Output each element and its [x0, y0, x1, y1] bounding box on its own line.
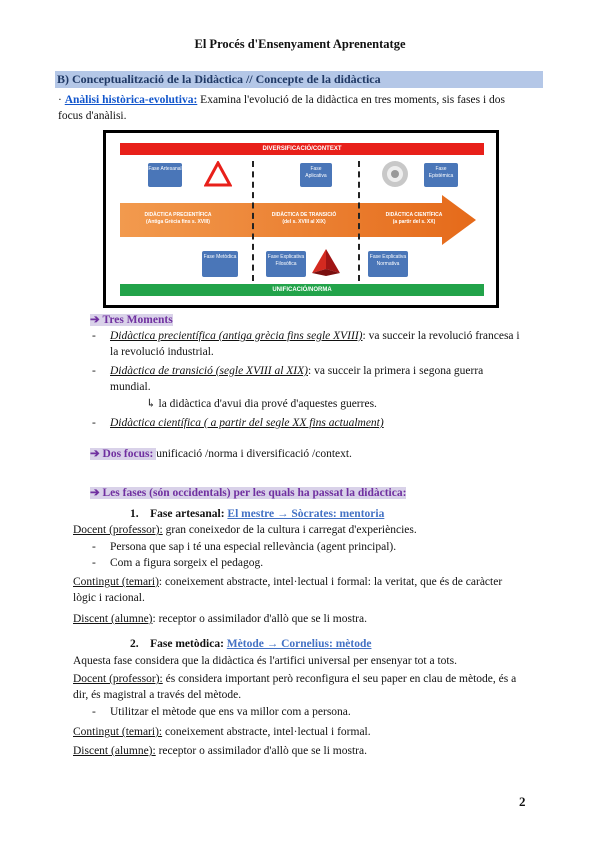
fase2-intro: Aquesta fase considera que la didàctica és l'artifici universal per ensenyar tot a tots.	[73, 655, 457, 667]
divider-line	[358, 161, 360, 281]
pyramid-icon	[310, 247, 342, 277]
era-transicio: DIDÀCTICA DE TRANSICIÓ (del s. XVIII al XIX)	[271, 212, 337, 225]
didactics-evolution-diagram	[103, 130, 499, 308]
phase-metodica-box: Fase Metòdica	[202, 251, 238, 277]
intro-link[interactable]: Anàlisi històrica-evolutiva:	[64, 94, 198, 106]
tres-moments-heading: ➔ Tres Moments	[90, 314, 173, 326]
dos-focus: ➔ Dos focus: unificació /norma i diversificació /context.	[90, 448, 352, 460]
document-page: El Procés d'Ensenyament Aprenentatge B) Conceptualització de la Didàctica // Concepte de la didàctica · Anàlisi històrica-evolutiva: Examina l'evolució de la didàctica en tres moments, sis fases i dos focus d'anàlisi. DIVERSIFICACIÓ/CONTEXT Fase Artesanal Fase Aplicativa Fase Epistèmica DIDÀCTICA PRECIENTÍFICA (Antiga Grècia fins s. XVIII) DIDÀCTICA DE TRANSICIÓ (del s. XVIII al XIX) DIDÀCTICA CIENTÍFICA (a partir del s. XX) Fase Metòdica Fase Explicativa Filosòfica Fase Explicativa Normativa UNIFICACIÓ/NORMA ➔ Tres Moments - Didàctica precientífica (antiga grècia fins segle XVIII): va succeir la revolució francesa i la revolució industrial. - Didàctica de transició (segle XVIII al XIX): va succeir la primera i segona guerra mundial. ↳ la didàctica d'avui dia prové d'aquestes guerres. - Didàctica científica ( a partir del segle XX fins actualment) ➔ Dos focus: unificació /norma i diversificació /context. ➔ Les fases (són occidentals) per les quals ha passat la didàctica: 1. Fase artesanal: El mestre → Sòcrates: mentoria Docent (professor): gran coneixedor de la cultura i carregat d'experiències. - Persona que sap i té una especial rellevància (agent principal). - Com a figura sorgeix el pedagog. Contingut (temari): coneixement abstracte, intel·lectual i formal: la veritat, que és de caràcter lògic i racional. Discent (alumne): receptor o assimilador d'allò que se li mostra. 2. Fase metòdica: Mètode → Cornelius: mètode Aquesta fase considera que la didàctica és l'artifici universal per ensenyar tot a tots. Docent (professor): és considera important però reconfigura el seu paper en clau de mètode, és a dir, és magistral a través del mètode. - Utilitzar el mètode que ens va millor com a persona. Contingut (temari): coneixement abstracte, intel·lectual i formal. Discent (alumne): receptor o assimilador d'allò que se li mostra. 2	[0, 0, 600, 848]
section-title: Conceptualització de la Didàctica // Concepte de la didàctica	[72, 72, 381, 86]
divider-line	[252, 161, 254, 281]
list-item: Didàctica científica ( a partir del segle XX fins actualment)	[110, 417, 384, 429]
warning-triangle-icon	[204, 161, 232, 187]
phase-normativa-box: Fase Explicativa Normativa	[368, 251, 408, 277]
fase2-contingut: Contingut (temari): coneixement abstracte, intel·lectual i formal.	[73, 726, 371, 738]
fase1-discent: Discent (alumne): receptor o assimilador d'allò que se li mostra.	[73, 613, 367, 625]
sub-note: ↳ la didàctica d'avui dia prové d'aquestes guerres.	[146, 398, 377, 410]
fase1-heading: 1. Fase artesanal: El mestre → Sòcrates: mentoria	[130, 508, 385, 520]
phase-aplicativa-box: Fase Aplicativa	[300, 163, 332, 187]
list-item: Didàctica precientífica (antiga grècia fins segle XVIII): va succeir la revolució francesa i	[110, 330, 520, 342]
section-heading	[55, 71, 543, 88]
intro-paragraph: · Anàlisi històrica-evolutiva: Examina l'evolució de la didàctica en tres moments, sis fases i dos	[58, 94, 505, 106]
diversification-bar: DIVERSIFICACIÓ/CONTEXT	[120, 143, 484, 155]
phase-epistemica-box: Fase Epistèmica	[424, 163, 458, 187]
document-title: El Procés d'Ensenyament Aprenentatge	[194, 37, 406, 51]
section-letter: B)	[57, 72, 69, 86]
phase-filosofica-box: Fase Explicativa Filosòfica	[266, 251, 306, 277]
fase2-heading: 2. Fase metòdica: Mètode → Cornelius: mètode	[130, 638, 372, 650]
phase-artesanal-box: Fase Artesanal	[148, 163, 182, 187]
fase2-link[interactable]: Mètode → Cornelius: mètode	[226, 638, 372, 650]
fase2-discent: Discent (alumne): receptor o assimilador d'allò que se li mostra.	[73, 745, 367, 757]
list-item: Com a figura sorgeix el pedagog.	[110, 557, 264, 569]
fase1-link[interactable]: El mestre → Sòcrates: mentoria	[227, 508, 385, 520]
gear-icon	[380, 159, 410, 189]
fases-heading: ➔ Les fases (són occidentals) per les quals ha passat la didàctica:	[90, 487, 407, 499]
intro-paragraph-line2: focus d'anàlisi.	[58, 110, 127, 122]
fase2-docent: Docent (professor): és considera important però reconfigura el seu paper en clau de mètode, és a	[73, 673, 517, 685]
list-item: Persona que sap i té una especial rellevància (agent principal).	[110, 541, 397, 553]
fase1-docent: Docent (professor): gran coneixedor de la cultura i carregat d'experiències.	[73, 524, 417, 536]
list-item: Utilitzar el mètode que ens va millor com a persona.	[110, 706, 351, 718]
fase1-contingut: Contingut (temari): coneixement abstracte, intel·lectual i formal: la veritat, que és de caràcter	[73, 576, 503, 588]
era-precientifica: DIDÀCTICA PRECIENTÍFICA (Antiga Grècia fins s. XVIII)	[144, 212, 212, 225]
page-number: 2	[519, 794, 526, 809]
era-cientifica: DIDÀCTICA CIENTÍFICA (a partir del s. XX)	[385, 212, 443, 225]
unification-bar: UNIFICACIÓ/NORMA	[120, 284, 484, 296]
list-item: Didàctica de transició (segle XVIII al XIX): va succeir la primera i segona guerra	[110, 365, 484, 377]
